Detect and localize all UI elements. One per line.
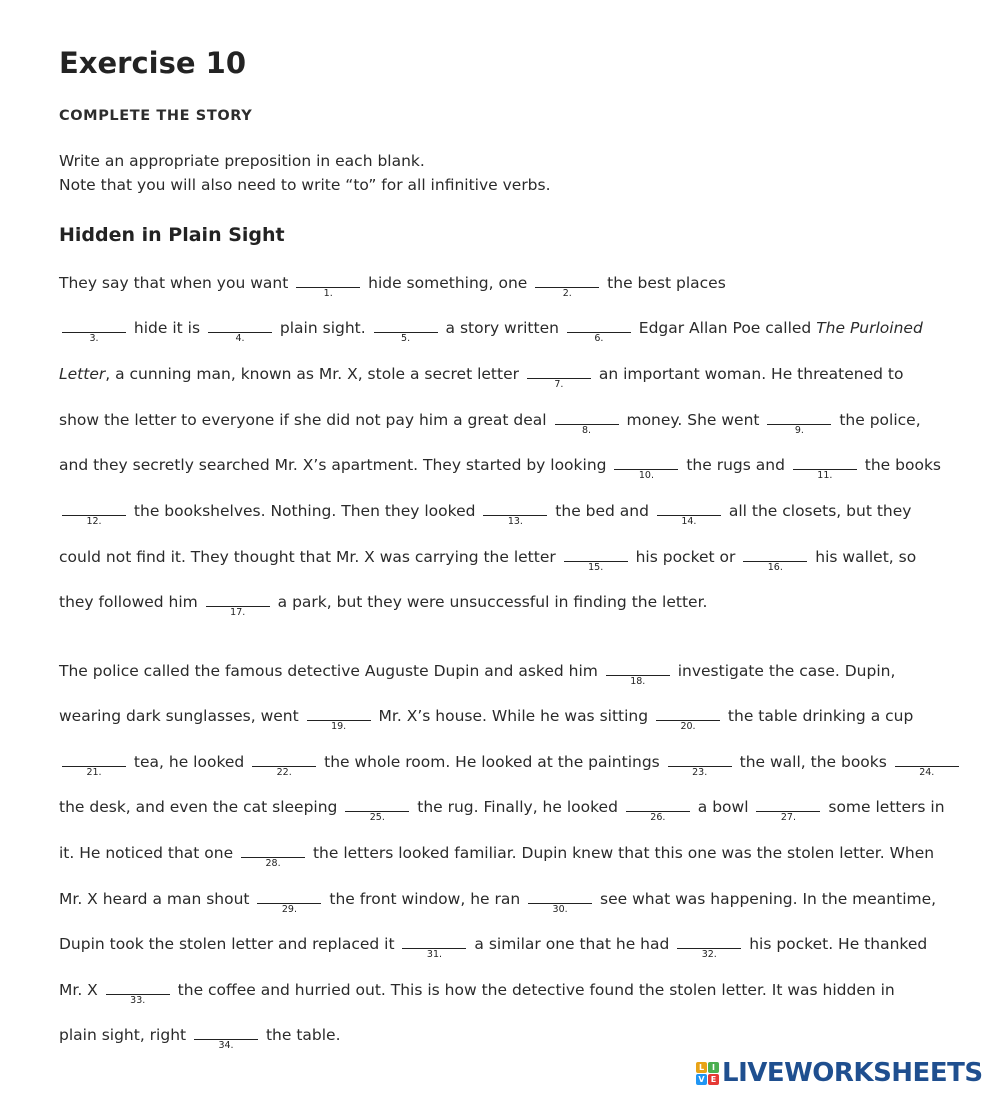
blank-number: 2.	[562, 288, 572, 299]
blank-number: 7.	[554, 379, 564, 390]
answer-blank[interactable]	[208, 318, 272, 344]
story-line	[59, 364, 904, 390]
blank-number: 13.	[507, 516, 523, 527]
instruction-line-1: Write an appropriate preposition in each blank.	[59, 152, 425, 170]
answer-blank[interactable]	[668, 752, 732, 778]
answer-blank[interactable]	[296, 273, 360, 299]
answer-blank[interactable]	[241, 843, 305, 869]
story-text: the table drinking a cup	[723, 707, 914, 725]
story-text: some letters in	[823, 798, 945, 816]
blank-number: 27.	[780, 812, 796, 823]
blank-number: 32.	[701, 949, 717, 960]
answer-blank[interactable]	[895, 752, 959, 778]
story-text: the bed and	[550, 502, 654, 520]
story-text: the rugs and	[681, 456, 790, 474]
story-text: they followed him	[59, 593, 203, 611]
answer-blank[interactable]	[567, 318, 631, 344]
blank-number: 1.	[323, 288, 333, 299]
blank-number: 11.	[817, 470, 833, 481]
story-text: money. She went	[621, 411, 765, 429]
story-line	[59, 797, 945, 823]
story-text: Mr. X	[59, 981, 103, 999]
blank-number: 30.	[552, 904, 568, 915]
answer-blank[interactable]	[535, 273, 599, 299]
story-text: could not find it. They thought that Mr. X was carrying the letter	[59, 548, 561, 566]
answer-blank[interactable]	[374, 318, 438, 344]
story-text: the best places	[602, 274, 726, 292]
story-line	[59, 547, 917, 573]
story-text: the letters looked familiar. Dupin knew that this one was the stolen letter. When	[308, 844, 935, 862]
answer-blank[interactable]	[194, 1025, 258, 1051]
story-text: his wallet, so	[810, 548, 917, 566]
blank-number: 18.	[630, 676, 646, 687]
story-text: it. He noticed that one	[59, 844, 239, 862]
story-text: a park, but they were unsuccessful in finding the letter.	[272, 593, 708, 611]
blank-number: 24.	[919, 767, 935, 778]
blank-number: 25.	[369, 812, 385, 823]
story-text: all the closets, but they	[723, 502, 912, 520]
story-line	[59, 318, 923, 344]
story-text: a story written	[440, 319, 564, 337]
story-text: plain sight.	[274, 319, 371, 337]
answer-blank[interactable]	[307, 706, 371, 732]
answer-blank[interactable]	[528, 889, 592, 915]
story-italic-title: Letter	[59, 365, 106, 383]
story-text: the wall, the books	[734, 753, 892, 771]
story-text: Mr. X’s house. While he was sitting	[373, 707, 653, 725]
story-text: tea, he looked	[129, 753, 250, 771]
story-line	[59, 501, 912, 527]
story-text: Dupin took the stolen letter and replaced it	[59, 935, 400, 953]
answer-blank[interactable]	[606, 661, 670, 687]
answer-blank[interactable]	[614, 455, 678, 481]
answer-blank[interactable]	[677, 934, 741, 960]
story-text: a bowl	[692, 798, 754, 816]
blank-number: 14.	[681, 516, 697, 527]
answer-blank[interactable]	[527, 364, 591, 390]
blank-number: 29.	[281, 904, 297, 915]
blank-number: 20.	[680, 721, 696, 732]
story-text: , a cunning man, known as Mr. X, stole a secret letter	[105, 365, 524, 383]
story-text: the rug. Finally, he looked	[412, 798, 623, 816]
answer-blank[interactable]	[62, 752, 126, 778]
answer-blank[interactable]	[626, 797, 690, 823]
logo-mark-letter: V	[696, 1074, 707, 1085]
answer-blank[interactable]	[555, 410, 619, 436]
answer-blank[interactable]	[257, 889, 321, 915]
answer-blank[interactable]	[252, 752, 316, 778]
story-text: investigate the case. Dupin,	[672, 662, 896, 680]
story-text: the whole room. He looked at the paintings	[319, 753, 665, 771]
blank-number: 31.	[426, 949, 443, 960]
blank-number: 12.	[86, 516, 102, 527]
story-text: the desk, and even the cat sleeping	[59, 798, 343, 816]
answer-blank[interactable]	[656, 706, 720, 732]
logo-text: LIVEWORKSHEETS	[722, 1058, 983, 1088]
story-text: an important woman. He threatened to	[593, 365, 904, 383]
answer-blank[interactable]	[106, 980, 170, 1006]
story-text: hide something, one	[363, 274, 533, 292]
story-line	[59, 661, 896, 687]
story-text: the police,	[834, 411, 921, 429]
answer-blank[interactable]	[756, 797, 820, 823]
logo-mark-letter: E	[708, 1074, 719, 1085]
blank-number: 16.	[767, 562, 783, 573]
blank-number: 6.	[594, 333, 604, 344]
blank-number: 8.	[582, 425, 592, 436]
blank-number: 22.	[276, 767, 292, 778]
logo-mark-letter: I	[708, 1062, 719, 1073]
story-line	[59, 455, 941, 481]
story-text: plain sight, right	[59, 1026, 192, 1044]
blank-number: 3.	[89, 333, 99, 344]
blank-number: 10.	[638, 470, 654, 481]
story-text: the coffee and hurried out. This is how the detective found the stolen letter. It was hidden in	[172, 981, 895, 999]
story-text: his pocket. He thanked	[744, 935, 928, 953]
section-subtitle: COMPLETE THE STORY	[59, 108, 253, 124]
answer-blank[interactable]	[62, 501, 126, 527]
story-line	[59, 410, 921, 436]
story-line	[59, 980, 895, 1006]
blank-number: 28.	[265, 858, 281, 869]
story-text: his pocket or	[630, 548, 741, 566]
blank-number: 19.	[331, 721, 347, 732]
story-title: Hidden in Plain Sight	[59, 224, 285, 246]
blank-number: 21.	[86, 767, 102, 778]
answer-blank[interactable]	[657, 501, 721, 527]
blank-number: 4.	[235, 333, 245, 344]
blank-number: 5.	[401, 333, 411, 344]
blank-number: 34.	[218, 1040, 234, 1051]
logo-mark-icon	[696, 1062, 719, 1085]
blank-number: 15.	[588, 562, 604, 573]
story-line	[59, 273, 726, 299]
blank-number: 33.	[130, 995, 146, 1006]
answer-blank[interactable]	[793, 455, 857, 481]
story-text: and they secretly searched Mr. X’s apartment. They started by looking	[59, 456, 612, 474]
logo-mark-letter: L	[696, 1062, 707, 1073]
story-line	[59, 1025, 341, 1051]
story-text: wearing dark sunglasses, went	[59, 707, 304, 725]
blank-number: 9.	[794, 425, 804, 436]
answer-blank[interactable]	[564, 547, 628, 573]
story-text: Mr. X heard a man shout	[59, 890, 255, 908]
answer-blank[interactable]	[743, 547, 807, 573]
answer-blank[interactable]	[345, 797, 409, 823]
story-text: Edgar Allan Poe called	[633, 319, 817, 337]
story-text: show the letter to everyone if she did not pay him a great deal	[59, 411, 552, 429]
answer-blank[interactable]	[483, 501, 547, 527]
story-text: the table.	[261, 1026, 341, 1044]
story-text: the bookshelves. Nothing. Then they looked	[129, 502, 481, 520]
answer-blank[interactable]	[767, 410, 831, 436]
blank-number: 23.	[692, 767, 708, 778]
story-italic-title: The Purloined	[816, 319, 923, 337]
story-text: They say that when you want	[59, 274, 294, 292]
story-line	[59, 706, 914, 732]
story-line	[59, 752, 962, 778]
story-text: the books	[859, 456, 941, 474]
story-text: hide it is	[129, 319, 205, 337]
answer-blank[interactable]	[206, 592, 270, 618]
story-text: the front window, he ran	[324, 890, 526, 908]
instruction-line-2: Note that you will also need to write “to” for all infinitive verbs.	[59, 176, 551, 194]
blank-number: 26.	[650, 812, 666, 823]
story-line	[59, 592, 708, 618]
story-text: see what was happening. In the meantime,	[595, 890, 937, 908]
page-title: Exercise 10	[59, 46, 246, 80]
answer-blank[interactable]	[402, 934, 466, 960]
answer-blank[interactable]	[62, 318, 126, 344]
story-text: a similar one that he had	[469, 935, 675, 953]
story-text: The police called the famous detective Auguste Dupin and asked him	[59, 662, 603, 680]
story-line	[59, 889, 937, 915]
story-line	[59, 934, 928, 960]
blank-number: 17.	[230, 607, 246, 618]
story-line	[59, 843, 935, 869]
liveworksheets-logo	[696, 1058, 983, 1088]
